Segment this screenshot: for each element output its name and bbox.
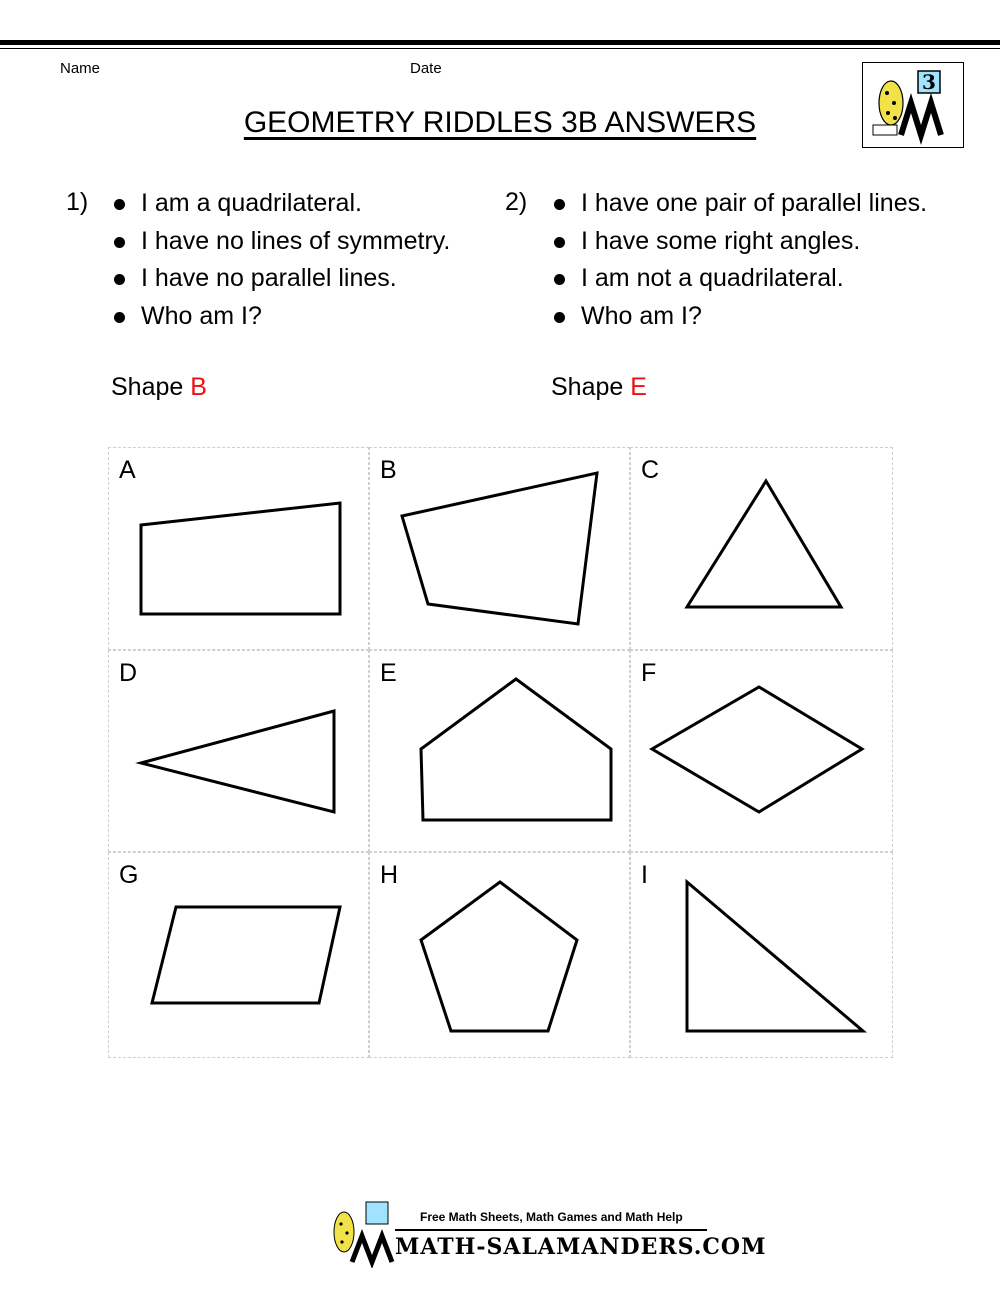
shape-f-rhombus xyxy=(631,651,894,853)
shape-cell-f xyxy=(630,650,893,852)
shape-label: I xyxy=(641,861,648,889)
shape-cell-d xyxy=(108,650,369,852)
footer-salamander-icon xyxy=(326,1200,396,1268)
shape-cell-i xyxy=(630,852,893,1058)
riddle-2-clues xyxy=(551,185,927,335)
logo-badge-text: 3 xyxy=(922,70,936,94)
page-title: GEOMETRY RIDDLES 3B ANSWERS xyxy=(243,106,757,139)
riddle-2-answer-prefix: Shape xyxy=(551,373,624,401)
shape-label: G xyxy=(119,861,139,889)
shape-h-pentagon xyxy=(370,853,631,1059)
shape-cell-b xyxy=(369,447,630,650)
shape-label: E xyxy=(380,659,397,687)
shape-label: F xyxy=(641,659,657,687)
shape-i-right-triangle xyxy=(631,853,894,1059)
riddle-2-answer-value: E xyxy=(630,373,647,401)
riddle-2-number: 2) xyxy=(505,188,528,216)
shape-c-triangle xyxy=(631,448,894,651)
riddle-2-clue: I have one pair of parallel lines. xyxy=(551,185,927,223)
shape-label: H xyxy=(380,861,399,889)
shapes-grid xyxy=(108,447,893,1058)
riddle-2-clue: I have some right angles. xyxy=(551,223,927,261)
riddle-1-answer xyxy=(111,373,207,402)
riddle-1-clue: I have no lines of symmetry. xyxy=(111,223,450,261)
name-label: Name xyxy=(60,60,101,77)
shape-cell-e xyxy=(369,650,630,852)
footer-rule xyxy=(395,1229,707,1231)
riddle-1-clue: I am a quadrilateral. xyxy=(111,185,450,223)
date-label: Date xyxy=(410,60,442,77)
shape-e-pentagon xyxy=(370,651,631,853)
shape-cell-a xyxy=(108,447,369,650)
shape-label: D xyxy=(119,659,138,687)
riddle-1-clue: Who am I? xyxy=(111,298,450,336)
shape-cell-c xyxy=(630,447,893,650)
shape-label: C xyxy=(641,456,660,484)
shape-cell-h xyxy=(369,852,630,1058)
riddle-1-number: 1) xyxy=(66,188,89,216)
riddle-1-clue: I have no parallel lines. xyxy=(111,260,450,298)
shape-cell-g xyxy=(108,852,369,1058)
shape-a-trapezoid xyxy=(109,448,370,651)
riddle-2-clue: I am not a quadrilateral. xyxy=(551,260,927,298)
riddle-1-answer-value: B xyxy=(190,373,207,401)
riddle-2-clue: Who am I? xyxy=(551,298,927,336)
footer-tagline: Free Math Sheets, Math Games and Math Help xyxy=(420,1210,683,1224)
footer-brand: MATH-SALAMANDERS.COM xyxy=(395,1234,767,1260)
shape-g-parallelogram xyxy=(109,853,370,1059)
riddle-1-clues xyxy=(111,185,450,335)
shape-b-quadrilateral xyxy=(370,448,631,651)
shape-label: A xyxy=(119,456,136,484)
riddle-2-answer xyxy=(551,373,647,402)
top-rule xyxy=(0,40,1000,45)
shape-label: B xyxy=(380,456,397,484)
riddle-1-answer-prefix: Shape xyxy=(111,373,184,401)
shape-d-triangle xyxy=(109,651,370,853)
top-rule-thin xyxy=(0,48,1000,49)
